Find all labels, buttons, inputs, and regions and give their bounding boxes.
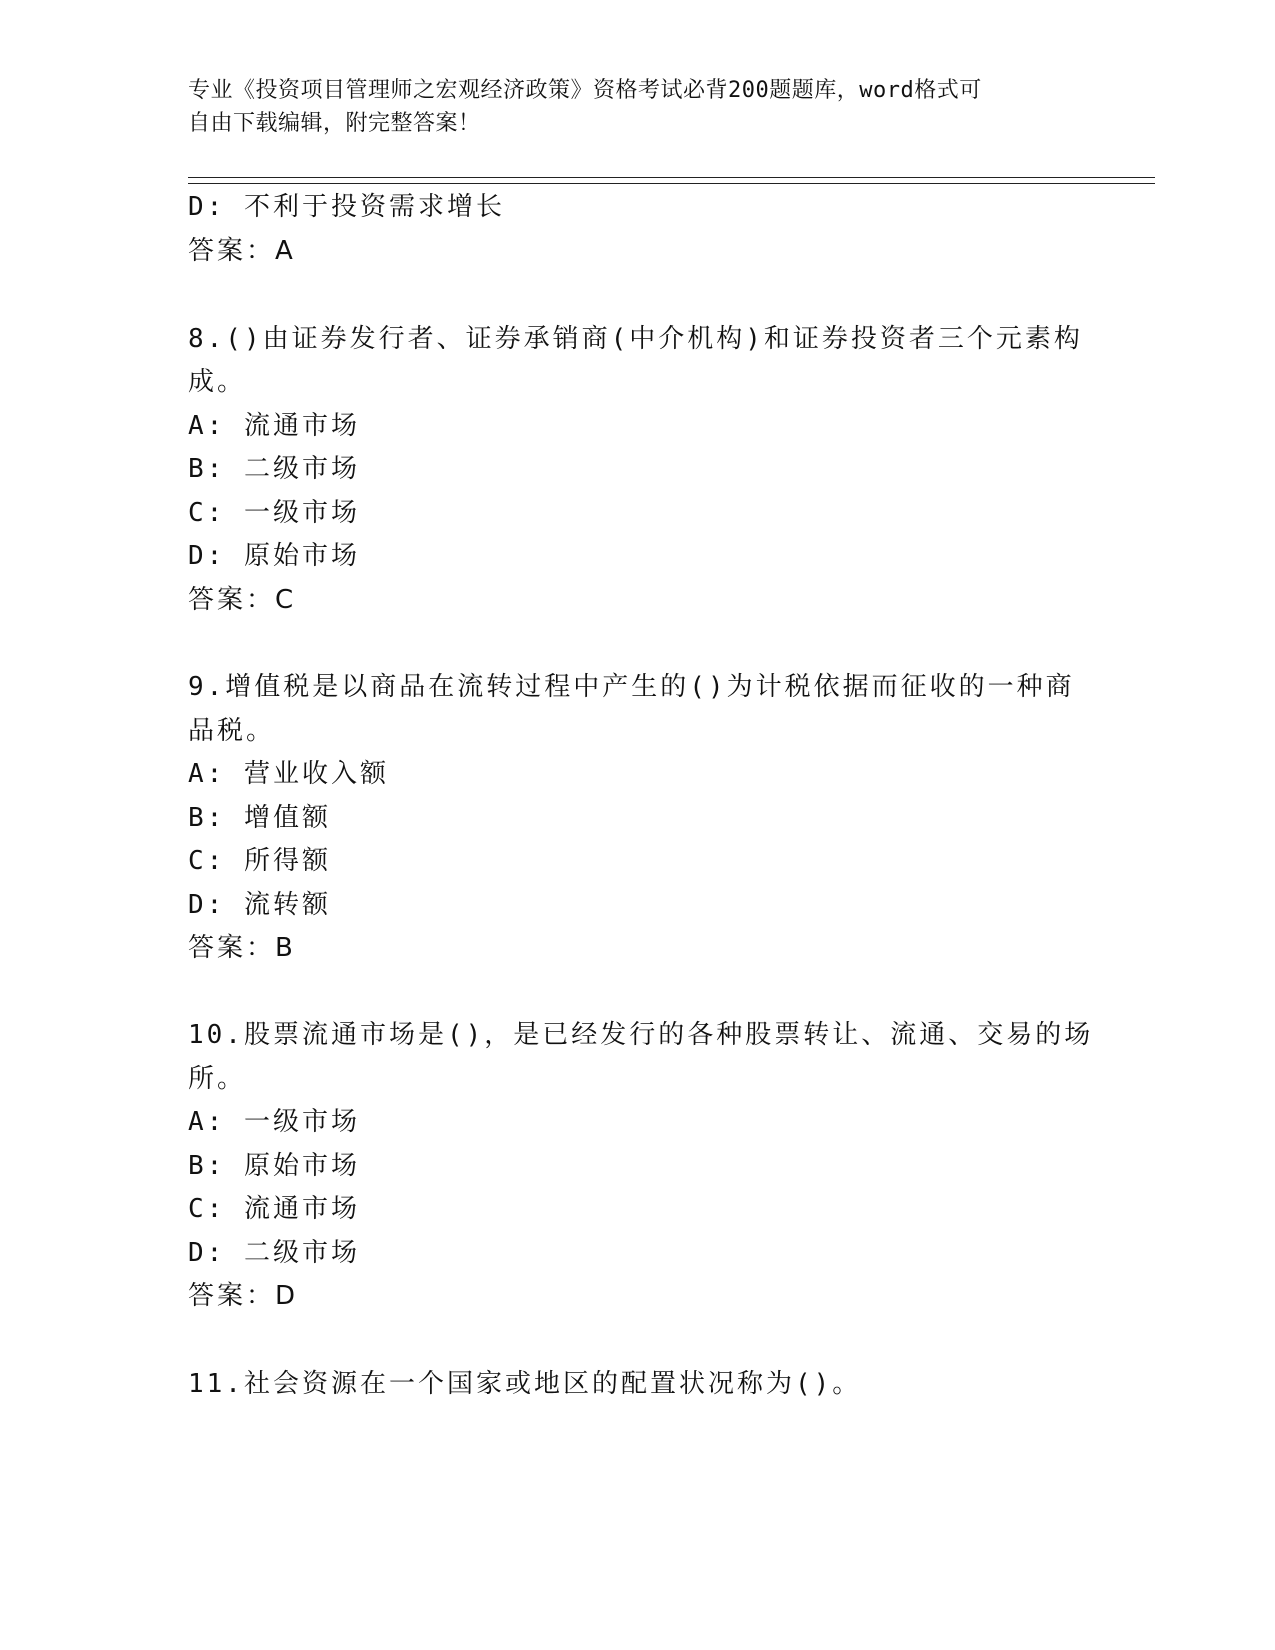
q9-option-d: D: 流转额 [188,890,331,920]
header-divider-bottom [188,183,1155,184]
q9-stem-line-2: 品税。 [188,716,276,746]
q7-answer: 答案：A [188,236,296,266]
q9-option-c: C: 所得额 [188,846,331,876]
q8-option-d: D: 原始市场 [188,541,360,571]
header-divider-top [188,177,1155,178]
q7-option-d: D: 不利于投资需求增长 [188,192,505,222]
q10-option-b: B: 原始市场 [188,1151,360,1181]
q10-stem-line-1: 10.股票流通市场是()，是已经发行的各种股票转让、流通、交易的场 [188,1020,1094,1050]
q10-option-c: C: 流通市场 [188,1194,360,1224]
document-header [188,74,1088,140]
q8-stem-line-2: 成。 [188,367,247,397]
q9-answer: 答案：B [188,933,296,963]
q9-stem-line-1: 9.增值税是以商品在流转过程中产生的()为计税依据而征收的一种商 [188,672,1075,702]
q8-option-a: A: 流通市场 [188,411,360,441]
q8-answer: 答案：C [188,585,297,615]
q8-stem-line-1: 8.()由证券发行者、证券承销商(中介机构)和证券投资者三个元素构 [188,324,1083,354]
q9-option-a: A: 营业收入额 [188,759,389,789]
q10-answer: 答案：D [188,1281,299,1311]
q8-option-b: B: 二级市场 [188,454,360,484]
q10-stem-line-2: 所。 [188,1064,247,1094]
q10-option-d: D: 二级市场 [188,1238,360,1268]
header-line-1: 专业《投资项目管理师之宏观经济政策》资格考试必背200题题库，word格式可 [188,78,982,103]
q9-option-b: B: 增值额 [188,803,331,833]
q10-option-a: A: 一级市场 [188,1107,360,1137]
q8-option-c: C: 一级市场 [188,498,360,528]
q11-stem-line-1: 11.社会资源在一个国家或地区的配置状况称为()。 [188,1369,862,1399]
header-line-2: 自由下载编辑，附完整答案！ [188,111,481,136]
